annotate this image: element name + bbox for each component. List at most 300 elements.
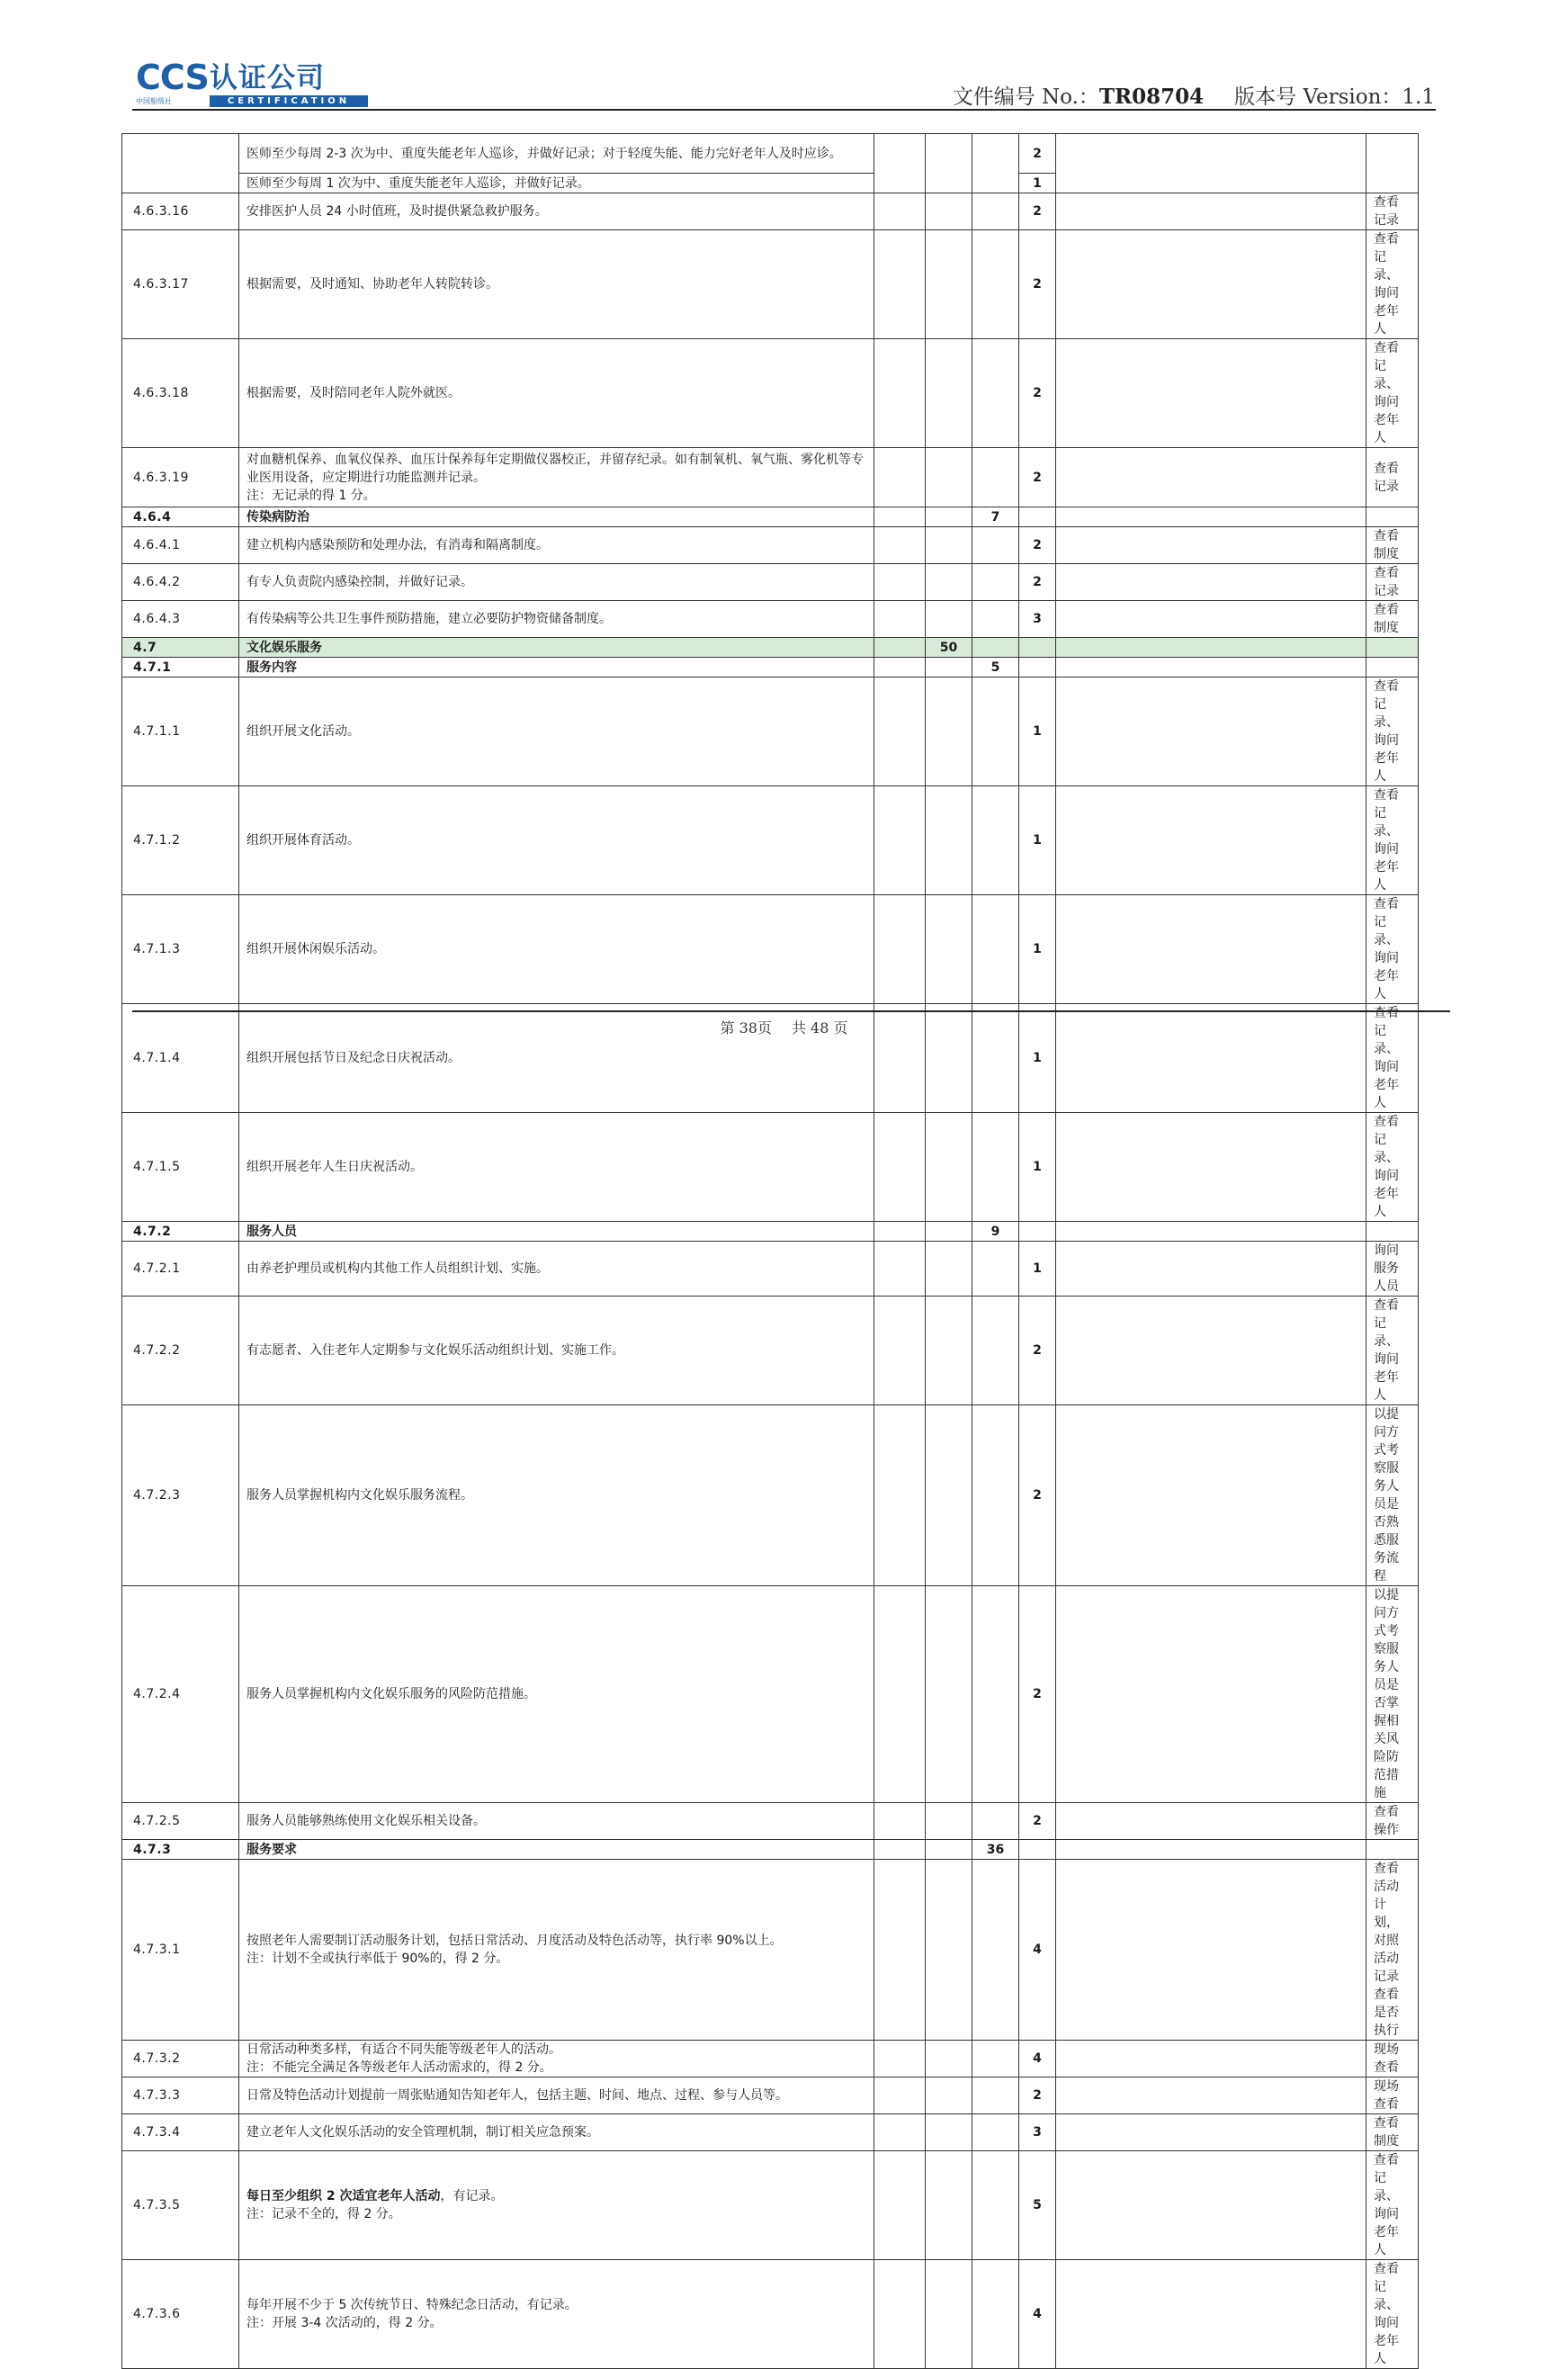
item-score-cell: 2 (1019, 230, 1056, 339)
doc-no: TR08704 (1098, 85, 1205, 109)
extra-cell (1056, 134, 1366, 193)
category-score-cell (926, 134, 972, 193)
clause-text: 服务人员能够熟练使用文化娱乐相关设备。 (246, 1814, 486, 1828)
clause-text: 组织开展休闲娱乐活动。 (246, 942, 385, 956)
review-method-cell (1366, 638, 1419, 658)
item-score-cell: 2 (1019, 1803, 1056, 1840)
subtotal-score-cell (972, 2114, 1019, 2151)
category-score-cell (926, 1860, 972, 2041)
subtotal-score-cell (972, 1405, 1019, 1586)
category-score-cell (926, 448, 972, 507)
subtotal-score-cell (972, 601, 1019, 638)
table-row (122, 507, 1419, 527)
clause-text-cell (239, 2114, 874, 2151)
clause-code-cell: 4.7.3.5 (122, 2151, 239, 2260)
category-score-cell (926, 1113, 972, 1222)
clause-text-cell (239, 1405, 874, 1586)
clause-code-cell: 4.7.3.4 (122, 2114, 239, 2151)
clause-code-cell (122, 134, 239, 193)
blank-cell (874, 448, 926, 507)
item-score-cell: 2 (1019, 339, 1056, 448)
subtotal-score-cell (972, 1860, 1019, 2041)
clause-text: 组织开展包括节日及纪念日庆祝活动。 (246, 1051, 461, 1065)
extra-cell (1056, 230, 1366, 339)
subtotal-score-cell (972, 677, 1019, 786)
blank-cell (874, 638, 926, 658)
review-method-cell: 现场查看 (1366, 2041, 1419, 2077)
version-label: 版本号 Version： (1234, 85, 1402, 109)
review-method-cell: 查看记录 (1366, 448, 1419, 507)
clause-code-cell: 4.7.3.1 (122, 1860, 239, 2041)
clause-text-cell (239, 1242, 874, 1297)
subtotal-score-cell (972, 786, 1019, 895)
table-row (122, 1297, 1419, 1405)
doc-no-label: 文件编号 No.： (952, 85, 1099, 109)
item-score-cell: 2 (1019, 193, 1056, 230)
clause-text: 有志愿者、入住老年人定期参与文化娱乐活动组织计划、实施工作。 (246, 1343, 624, 1358)
clause-code-cell: 4.6.4.2 (122, 564, 239, 601)
subtotal-score-cell (972, 339, 1019, 448)
item-score-cell: 4 (1019, 2041, 1056, 2077)
category-score-cell (926, 507, 972, 527)
category-score-cell (926, 527, 972, 564)
blank-cell (874, 1840, 926, 1860)
clause-code-cell: 4.7.2.3 (122, 1405, 239, 1586)
clause-text: 根据需要，及时陪同老年人院外就医。 (246, 386, 461, 400)
clause-text-cell (239, 174, 874, 193)
blank-cell (874, 786, 926, 895)
clause-text-cell (239, 786, 874, 895)
clause-text: 有专人负责院内感染控制，并做好记录。 (246, 575, 473, 589)
extra-cell (1056, 507, 1366, 527)
review-method-cell: 查看活动计划，对照活动记录查看是否执行 (1366, 1860, 1419, 2041)
blank-cell (874, 1586, 926, 1803)
extra-cell (1056, 895, 1366, 1004)
subtotal-score-cell (972, 1113, 1019, 1222)
clause-text: 组织开展老年人生日庆祝活动。 (246, 1160, 423, 1174)
review-method-cell: 查看记录、询问老年人 (1366, 230, 1419, 339)
review-method-cell: 查看制度 (1366, 2114, 1419, 2151)
subtotal-score-cell: 5 (972, 658, 1019, 677)
extra-cell (1056, 527, 1366, 564)
category-score-cell (926, 895, 972, 1004)
blank-cell (874, 2151, 926, 2260)
subtotal-score-cell (972, 1242, 1019, 1297)
clause-text-cell (239, 1803, 874, 1840)
table-row (122, 786, 1419, 895)
extra-cell (1056, 193, 1366, 230)
review-method-cell (1366, 507, 1419, 527)
review-method-cell: 查看制度 (1366, 527, 1419, 564)
item-score-cell (1019, 507, 1056, 527)
version: 1.1 (1402, 85, 1435, 109)
clause-code-cell: 4.7.3.2 (122, 2041, 239, 2077)
category-score-cell (926, 2151, 972, 2260)
item-score-cell: 1 (1019, 677, 1056, 786)
review-method-cell (1366, 658, 1419, 677)
item-score-cell: 4 (1019, 2260, 1056, 2369)
item-score-cell: 1 (1019, 786, 1056, 895)
table-row (122, 1113, 1419, 1222)
blank-cell (874, 134, 926, 193)
clause-text: 传染病防治 (246, 509, 309, 525)
category-score-cell (926, 1222, 972, 1242)
item-score-cell: 3 (1019, 2114, 1056, 2151)
clause-note: 注：记录不全的，得 2 分。 (246, 2207, 401, 2221)
subtotal-score-cell (972, 1586, 1019, 1803)
subtotal-score-cell (972, 193, 1019, 230)
table-row (122, 230, 1419, 339)
clause-code-cell: 4.7.1.1 (122, 677, 239, 786)
subtotal-score-cell (972, 527, 1019, 564)
category-score-cell (926, 1405, 972, 1586)
clause-text: 安排医护人员 24 小时值班，及时提供紧急救护服务。 (246, 204, 548, 219)
blank-cell (874, 564, 926, 601)
clause-text: 组织开展体育活动。 (246, 833, 360, 848)
clause-code-cell: 4.7.3.6 (122, 2260, 239, 2369)
clause-code-cell: 4.7.2.5 (122, 1803, 239, 1840)
extra-cell (1056, 1840, 1366, 1860)
blank-cell (874, 2041, 926, 2077)
review-method-cell: 查看记录、询问老年人 (1366, 677, 1419, 786)
page-footer (0, 1017, 1568, 1037)
extra-cell (1056, 1803, 1366, 1840)
item-score-cell: 2 (1019, 448, 1056, 507)
extra-cell (1056, 1297, 1366, 1405)
extra-cell (1056, 1222, 1366, 1242)
review-method-cell: 查看记录 (1366, 564, 1419, 601)
blank-cell (874, 507, 926, 527)
subtotal-score-cell: 9 (972, 1222, 1019, 1242)
clause-code-cell: 4.6.3.18 (122, 339, 239, 448)
table-row (122, 1242, 1419, 1297)
category-score-cell (926, 2114, 972, 2151)
clause-text: 按照老年人需要制订活动服务计划，包括日常活动、月度活动及特色活动等，执行率 90%以上。 (246, 1934, 783, 1948)
document-info (953, 80, 1435, 110)
table-row (122, 2151, 1419, 2260)
blank-cell (874, 1803, 926, 1840)
item-score-cell: 1 (1019, 1113, 1056, 1222)
clause-code-cell: 4.7.1.4 (122, 1004, 239, 1113)
clause-text: 建立老年人文化娱乐活动的安全管理机制，制订相关应急预案。 (246, 2125, 599, 2140)
review-method-cell: 查看记录、询问老年人 (1366, 895, 1419, 1004)
extra-cell (1056, 638, 1366, 658)
clause-text-cell (239, 1297, 874, 1405)
header-divider (132, 109, 1436, 111)
category-score-cell (926, 2260, 972, 2369)
table-row (122, 1860, 1419, 2041)
table-row (122, 1586, 1419, 1803)
clause-text: 服务人员 (246, 1224, 297, 1239)
blank-cell (874, 1297, 926, 1405)
table-row (122, 527, 1419, 564)
clause-text-cell (239, 638, 874, 658)
review-method-cell: 询问服务人员 (1366, 1242, 1419, 1297)
subtotal-score-cell (972, 2041, 1019, 2077)
clause-text-cell (239, 1860, 874, 2041)
review-method-cell: 查看记录、询问老年人 (1366, 2151, 1419, 2260)
category-score-cell (926, 1242, 972, 1297)
extra-cell (1056, 564, 1366, 601)
logo-cert-text: CERTIFICATION (210, 95, 368, 107)
extra-cell (1056, 1860, 1366, 2041)
clause-text-cell (239, 1586, 874, 1803)
table-row (122, 2260, 1419, 2369)
extra-cell (1056, 677, 1366, 786)
review-method-cell: 查看记录 (1366, 193, 1419, 230)
clause-text-cell (239, 677, 874, 786)
clause-text-cell (239, 230, 874, 339)
item-score-cell: 1 (1019, 1004, 1056, 1113)
clause-code-cell: 4.7.1.2 (122, 786, 239, 895)
item-score-cell: 2 (1019, 527, 1056, 564)
extra-cell (1056, 1113, 1366, 1222)
clause-text-cell (239, 507, 874, 527)
review-method-cell (1366, 1222, 1419, 1242)
category-score-cell: 50 (926, 638, 972, 658)
table-row (122, 2114, 1419, 2151)
page-number: 第 38页 (720, 1019, 772, 1036)
extra-cell (1056, 2114, 1366, 2151)
clause-text-cell (239, 2041, 874, 2077)
extra-cell (1056, 786, 1366, 895)
clause-text-cell (239, 193, 874, 230)
blank-cell (874, 1405, 926, 1586)
logo-sub-text: 中国船级社 (136, 97, 172, 105)
item-score-cell: 2 (1019, 1405, 1056, 1586)
table-row (122, 1840, 1419, 1860)
item-score-cell: 2 (1019, 1586, 1056, 1803)
clause-text-cell (239, 1840, 874, 1860)
clause-text: 由养老护理员或机构内其他工作人员组织计划、实施。 (246, 1261, 549, 1276)
clause-text: 服务人员掌握机构内文化娱乐服务流程。 (246, 1488, 473, 1503)
clause-text: 对血糖机保养、血氧仪保养、血压计保养每年定期做仪器校正，并留存纪录。如有制氧机、氧气瓶、雾化机等专业医用设备，应定期进行功能监测并记录。 (246, 452, 864, 485)
table-row (122, 339, 1419, 448)
clause-code-cell: 4.6.4.1 (122, 527, 239, 564)
item-score-cell: 2 (1019, 2077, 1056, 2114)
subtotal-score-cell (972, 895, 1019, 1004)
table-row (122, 1222, 1419, 1242)
extra-cell (1056, 2260, 1366, 2369)
subtotal-score-cell (972, 2151, 1019, 2260)
item-score-cell (1019, 1222, 1056, 1242)
clause-code-cell: 4.7 (122, 638, 239, 658)
blank-cell (874, 2077, 926, 2114)
review-method-cell: 以提问方式考察服务人员是否掌握相关风险防范措施 (1366, 1586, 1419, 1803)
ccs-logo (136, 59, 370, 108)
subtotal-score-cell (972, 2077, 1019, 2114)
table-row (122, 448, 1419, 507)
blank-cell (874, 895, 926, 1004)
blank-cell (874, 601, 926, 638)
blank-cell (874, 193, 926, 230)
clause-text-cell (239, 339, 874, 448)
category-score-cell (926, 1586, 972, 1803)
item-score-cell: 3 (1019, 601, 1056, 638)
clause-text-cell (239, 564, 874, 601)
clause-text: 建立机构内感染预防和处理办法，有消毒和隔离制度。 (246, 538, 549, 552)
extra-cell (1056, 601, 1366, 638)
category-score-cell (926, 2077, 972, 2114)
extra-cell (1056, 2077, 1366, 2114)
clause-text-cell (239, 895, 874, 1004)
category-score-cell (926, 658, 972, 677)
extra-cell (1056, 2151, 1366, 2260)
category-score-cell (926, 1297, 972, 1405)
subtotal-score-cell (972, 448, 1019, 507)
clause-text-cell (239, 658, 874, 677)
subtotal-score-cell (972, 1803, 1019, 1840)
table-row (122, 638, 1419, 658)
subtotal-score-cell (972, 2260, 1019, 2369)
subtotal-score-cell (972, 564, 1019, 601)
category-score-cell (926, 564, 972, 601)
table-row (122, 2077, 1419, 2114)
logo-ccs-text: CCS (136, 58, 209, 97)
extra-cell (1056, 658, 1366, 677)
review-method-cell: 以提问方式考察服务人员是否熟悉服务流程 (1366, 1405, 1419, 1586)
blank-cell (874, 1222, 926, 1242)
clause-text-cell (239, 2151, 874, 2260)
blank-cell (874, 230, 926, 339)
table-row (122, 134, 1419, 174)
review-method-cell: 现场查看 (1366, 2077, 1419, 2114)
clause-code-cell: 4.6.4.3 (122, 601, 239, 638)
review-method-cell: 查看记录、询问老年人 (1366, 1113, 1419, 1222)
item-score-cell: 2 (1019, 134, 1056, 174)
clause-code-cell: 4.7.2.4 (122, 1586, 239, 1803)
clause-text: 医师至少每周 2-3 次为中、重度失能老年人巡诊，并做好记录；对于轻度失能、能力完好老年人及时应诊。 (246, 146, 842, 161)
clause-text-cell (239, 527, 874, 564)
blank-cell (874, 1860, 926, 2041)
clause-code-cell: 4.7.1 (122, 658, 239, 677)
clause-text: 根据需要，及时通知、协助老年人转院转诊。 (246, 277, 498, 292)
clause-text: 有传染病等公共卫生事件预防措施，建立必要防护物资储备制度。 (246, 612, 612, 626)
review-method-cell: 查看记录、询问老年人 (1366, 786, 1419, 895)
review-method-cell (1366, 134, 1419, 193)
clause-text: 服务人员掌握机构内文化娱乐服务的风险防范措施。 (246, 1687, 536, 1701)
clause-code-cell: 4.6.3.17 (122, 230, 239, 339)
clause-note: 注：开展 3-4 次活动的，得 2 分。 (246, 2316, 443, 2330)
category-score-cell (926, 230, 972, 339)
category-score-cell (926, 339, 972, 448)
clause-text-cell (239, 1113, 874, 1222)
review-method-cell: 查看操作 (1366, 1803, 1419, 1840)
clause-text: ，有记录。 (440, 2189, 504, 2203)
item-score-cell: 2 (1019, 564, 1056, 601)
subtotal-score-cell: 36 (972, 1840, 1019, 1860)
clause-text-cell (239, 2077, 874, 2114)
table-row (122, 895, 1419, 1004)
assessment-table (121, 133, 1419, 2369)
item-score-cell: 4 (1019, 1860, 1056, 2041)
review-method-cell: 查看记录、询问老年人 (1366, 339, 1419, 448)
category-score-cell (926, 1840, 972, 1860)
extra-cell (1056, 339, 1366, 448)
table-row (122, 564, 1419, 601)
clause-code-cell: 4.7.1.5 (122, 1113, 239, 1222)
clause-text: 医师至少每周 1 次为中、重度失能老年人巡诊，并做好记录。 (246, 175, 590, 191)
clause-note: 注：不能完全满足各等级老年人活动需求的，得 2 分。 (246, 2060, 552, 2075)
clause-code-cell: 4.7.2 (122, 1222, 239, 1242)
item-score-cell (1019, 1840, 1056, 1860)
clause-text-cell (239, 1222, 874, 1242)
blank-cell (874, 527, 926, 564)
clause-text: 日常活动种类多样，有适合不同失能等级老年人的活动。 (246, 2042, 561, 2057)
blank-cell (874, 1242, 926, 1297)
category-score-cell (926, 2041, 972, 2077)
subtotal-score-cell: 7 (972, 507, 1019, 527)
item-score-cell: 2 (1019, 1297, 1056, 1405)
blank-cell (874, 339, 926, 448)
clause-text: 每年开展不少于 5 次传统节日、特殊纪念日活动，有记录。 (246, 2298, 578, 2312)
clause-text-bold: 每日至少组织 2 次适宜老年人活动 (246, 2189, 441, 2203)
table-row (122, 193, 1419, 230)
item-score-cell (1019, 658, 1056, 677)
footer-divider (132, 1010, 1450, 1012)
table-row (122, 1803, 1419, 1840)
extra-cell (1056, 1405, 1366, 1586)
clause-text-cell (239, 2260, 874, 2369)
table-row (122, 658, 1419, 677)
clause-code-cell: 4.7.2.2 (122, 1297, 239, 1405)
subtotal-score-cell (972, 230, 1019, 339)
extra-cell (1056, 2041, 1366, 2077)
clause-note: 注：无记录的得 1 分。 (246, 488, 376, 503)
clause-code-cell: 4.7.3 (122, 1840, 239, 1860)
clause-text-cell (239, 601, 874, 638)
clause-note: 注：计划不全或执行率低于 90%的，得 2 分。 (246, 1952, 509, 1966)
clause-text: 服务内容 (246, 660, 297, 675)
clause-text: 日常及特色活动计划提前一周张贴通知告知老年人，包括主题、时间、地点、过程、参与人员等。 (246, 2088, 788, 2103)
blank-cell (874, 1113, 926, 1222)
table-row (122, 677, 1419, 786)
clause-code-cell: 4.7.2.1 (122, 1242, 239, 1297)
clause-text: 组织开展文化活动。 (246, 724, 360, 739)
clause-code-cell: 4.6.3.19 (122, 448, 239, 507)
table-row (122, 2041, 1419, 2077)
item-score-cell (1019, 638, 1056, 658)
review-method-cell: 查看制度 (1366, 601, 1419, 638)
subtotal-score-cell (972, 134, 1019, 193)
category-score-cell (926, 677, 972, 786)
blank-cell (874, 677, 926, 786)
review-method-cell: 查看记录、询问老年人 (1366, 1004, 1419, 1113)
extra-cell (1056, 1586, 1366, 1803)
review-method-cell: 查看记录、询问老年人 (1366, 1297, 1419, 1405)
item-score-cell: 1 (1019, 895, 1056, 1004)
extra-cell (1056, 448, 1366, 507)
item-score-cell: 1 (1019, 1242, 1056, 1297)
clause-text-cell (239, 448, 874, 507)
clause-text: 文化娱乐服务 (246, 640, 322, 655)
logo-cn-text: 认证公司 (210, 62, 325, 94)
table-row (122, 1405, 1419, 1586)
category-score-cell (926, 601, 972, 638)
subtotal-score-cell (972, 1297, 1019, 1405)
item-score-cell: 5 (1019, 2151, 1056, 2260)
category-score-cell (926, 1803, 972, 1840)
clause-code-cell: 4.7.1.3 (122, 895, 239, 1004)
page-total: 共 48 页 (791, 1019, 848, 1036)
blank-cell (874, 2114, 926, 2151)
clause-text: 服务要求 (246, 1842, 297, 1857)
clause-code-cell: 4.6.4 (122, 507, 239, 527)
review-method-cell: 查看记录、询问老年人 (1366, 2260, 1419, 2369)
clause-text-cell (239, 134, 874, 174)
blank-cell (874, 2260, 926, 2369)
review-method-cell (1366, 1840, 1419, 1860)
